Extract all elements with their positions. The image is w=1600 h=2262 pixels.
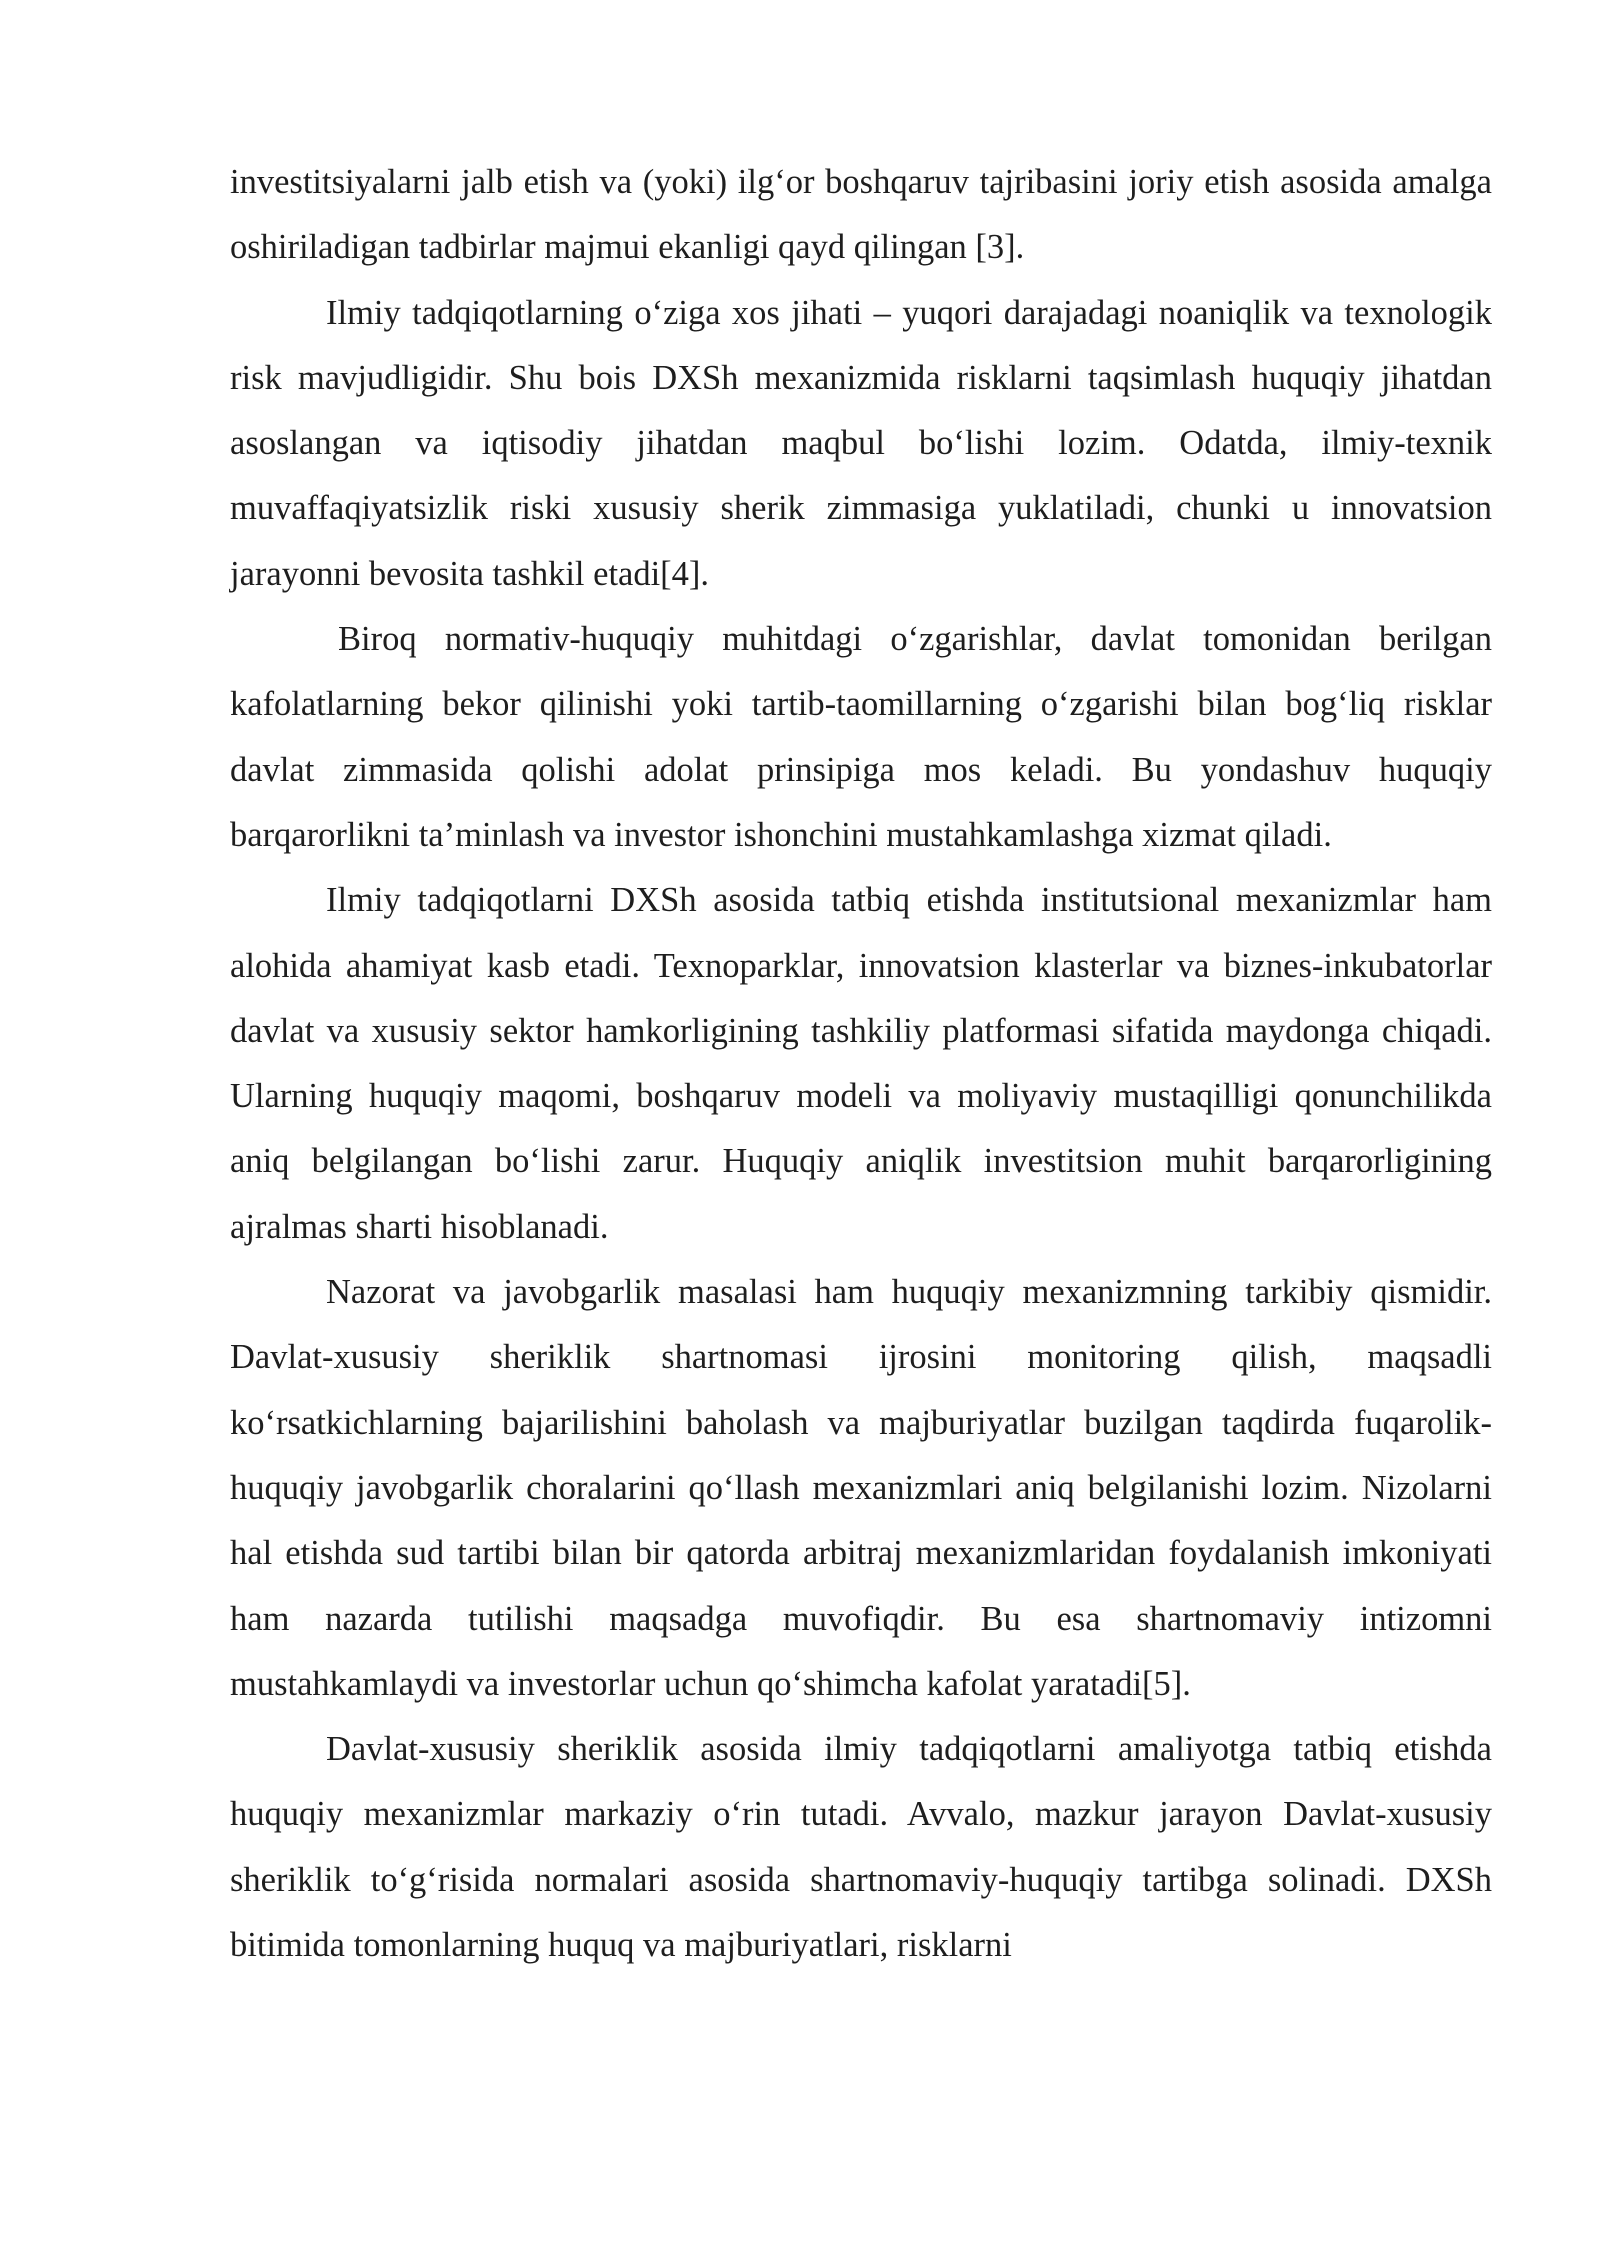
paragraph-legal-mechanisms: Davlat-xususiy sheriklik asosida ilmiy tadqiqotlarni amaliyotga tatbiq etishda huquqiy mexanizmlar markaziy o‘rin tutadi. Avvalo, mazkur jarayon Davlat-xususiy sheriklik to‘g‘risida normalari asosida shartnomaviy-huquqiy tartibga solinadi. DXSh bitimida tomonlarning huquq va majburiyatlari, risklarni [230, 1730, 1492, 1965]
paragraph-institutional-mechanisms: Ilmiy tadqiqotlarni DXSh asosida tatbiq etishda institutsional mexanizmlar ham alohida ahamiyat kasb etadi. Texnoparklar, innovatsion klasterlar va biznes-inkubatorlar davlat va xususiy sektor hamkorligining tashkiliy platformasi sifatida maydonga chiqadi. Ularning huquqiy maqomi, boshqaruv modeli va moliyaviy mustaqilligi qonunchilikda aniq belgilangan bo‘lishi zarur. Huquqiy aniqlik investitsion muhit barqarorligining ajralmas sharti hisoblanadi. [230, 881, 1492, 1246]
paragraph-control-liability: Nazorat va javobgarlik masalasi ham huquqiy mexanizmning tarkibiy qismidir. Davlat-xususiy sheriklik shartnomasi ijrosini monitoring qilish, maqsadli ko‘rsatkichlarning bajarilishini baholash va majburiyatlar buzilgan taqdirda fuqarolik-huquqiy javobgarlik choralarini qo‘llash mexanizmlari aniq belgilanishi lozim. Nizolarni hal etishda sud tartibi bilan bir qatorda arbitraj mexanizmlaridan foydalanish imkoniyati ham nazarda tutilishi maqsadga muvofiqdir. Bu esa shartnomaviy intizomni mustahkamlaydi va investorlar uchun qo‘shimcha kafolat yaratadi[5]. [230, 1273, 1492, 1703]
paragraph-continuation: investitsiyalarni jalb etish va (yoki) ilg‘or boshqaruv tajribasini joriy etish asosida amalga oshiriladigan tadbirlar majmui ekanligi qayd qilingan [3]. [230, 163, 1492, 267]
document-page [230, 150, 1492, 1978]
paragraph-risk-uncertainty: Ilmiy tadqiqotlarning o‘ziga xos jihati – yuqori darajadagi noaniqlik va texnologik risk mavjudligidir. Shu bois DXSh mexanizmida risklarni taqsimlash huquqiy jihatdan asoslangan va iqtisodiy jihatdan maqbul bo‘lishi lozim. Odatda, ilmiy-texnik muvaffaqiyatsizlik riski xususiy sherik zimmasiga yuklatiladi, chunki u innovatsion jarayonni bevosita tashkil etadi[4]. [230, 293, 1492, 593]
paragraph-regulatory-risk: Biroq normativ-huquqiy muhitdagi o‘zgarishlar, davlat tomonidan berilgan kafolatlarning bekor qilinishi yoki tartib-taomillarning o‘zgarishi bilan bog‘liq risklar davlat zimmasida qolishi adolat prinsipiga mos keladi. Bu yondashuv huquqiy barqarorlikni ta’minlash va investor ishonchini mustahkamlashga xizmat qiladi. [230, 620, 1492, 854]
